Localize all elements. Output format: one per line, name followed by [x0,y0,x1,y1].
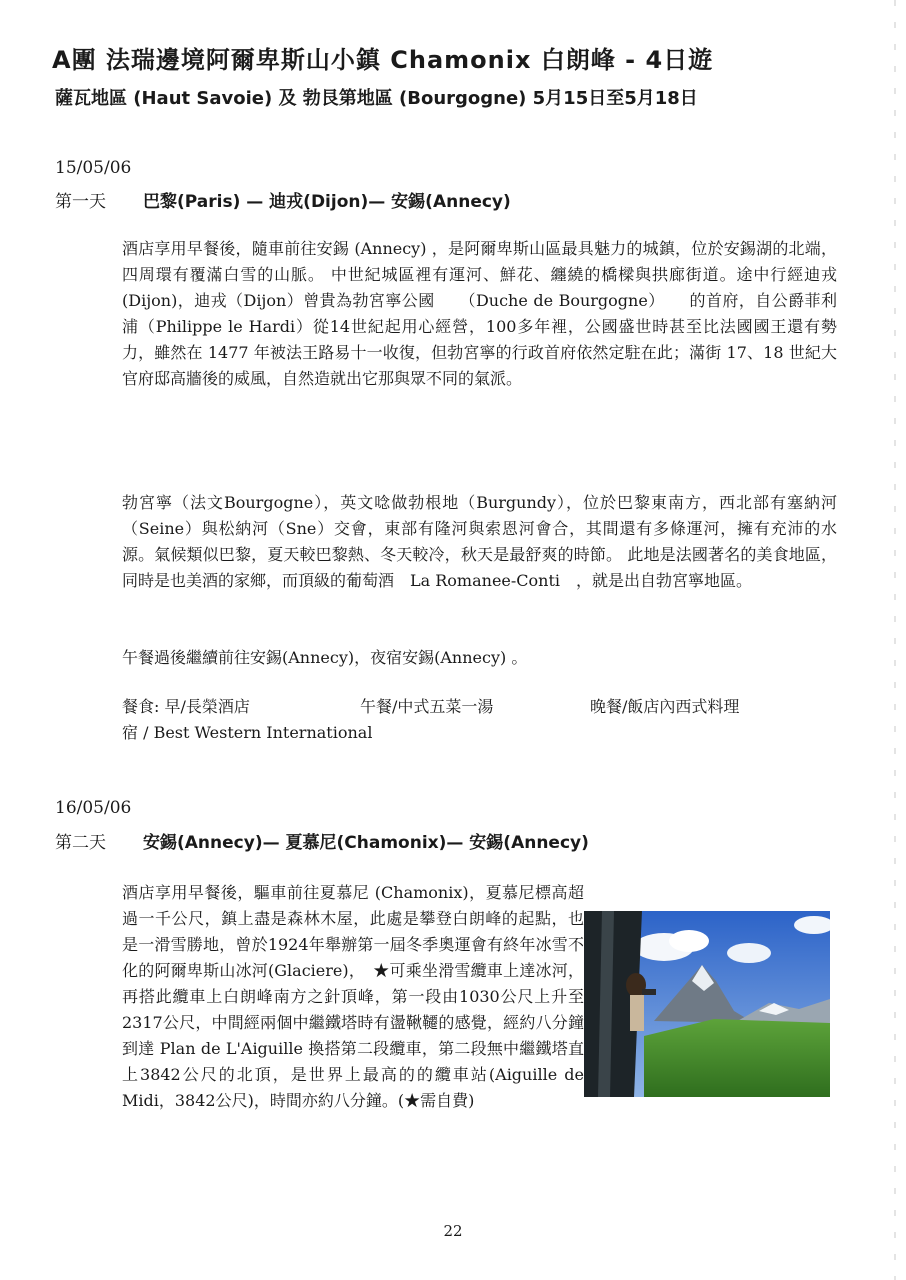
page-number: 22 [443,1222,463,1240]
day1-meals [122,694,842,746]
day1-date: 15/05/06 [55,158,132,178]
day1-heading [55,187,511,212]
page-title: A團 法瑞邊境阿爾卑斯山小鎮 Chamonix 白朗峰 - 4日遊 [52,46,714,74]
day2-paragraph-1: 酒店享用早餐後，驅車前往夏慕尼 (Chamonix)，夏慕尼標高超過一千公尺，鎮上盡是森林木屋，此處是攀登白朗峰的起點，也是一滑雪勝地，曾於1924年舉辦第一屆冬季奧運會有終年冰雪不化的阿爾卑斯山冰河(Glaciere)， ★可乘坐滑雪纜車上達冰河，再搭此纜車上白朗峰南方之針頂峰，第一段由1030公尺上升至2317公尺，中間經兩個中繼鐵塔時有盪鞦韆的感覺，經約八分鐘到達 Plan de L'Aiguille 換搭第二段纜車，第二段無中繼鐵塔直上3842公尺的北頂，是世界上最高的的纜車站(Aiguille de Midi，3842公尺)，時間亦約八分鐘。(★需自費) [122,883,584,1110]
page-subtitle: 薩瓦地區 (Haut Savoie) 及 勃艮第地區 (Bourgogne) 5月15日至5月18日 [55,88,698,109]
day1-paragraph-1: 酒店享用早餐後，隨車前往安錫 (Annecy) ，是阿爾卑斯山區最具魅力的城鎮，位於安錫湖的北端，四周環有覆滿白雪的山脈。 中世紀城區裡有運河、鮮花、纏繞的橋樑與拱廊街道。途中行經迪戎 (Dijon)，迪戎（Dijon）曾貴為勃宮寧公國 （Duche de Bourgogne） 的首府，自公爵菲利浦（Philippe le Hardi）從14世紀起用心經營，100多年裡，公國盛世時甚至比法國國王還有勢力，雖然在 1477 年被法王路易十一收復，但勃宮寧的行政首府依然定駐在此；滿街 17、18 世紀大官府邸高牆後的威風，自然造就出它那與眾不同的氣派。 [122,239,837,388]
meal-lunch: 午餐/中式五菜一湯 [360,697,494,716]
meal-breakfast: 餐食: 早/長榮酒店 [122,697,250,716]
day1-label: 第一天 [55,192,106,212]
day1-route: 巴黎(Paris) — 迪戎(Dijon)— 安錫(Annecy) [143,192,511,212]
page-edge-mark [894,0,896,1280]
matterhorn-photo [584,911,830,1097]
day2-route: 安錫(Annecy)— 夏慕尼(Chamonix)— 安錫(Annecy) [143,833,589,853]
day1-paragraph-3: 午餐過後繼續前往安錫(Annecy)，夜宿安錫(Annecy) 。 [122,648,528,667]
meal-dinner: 晚餐/飯店內西式料理 [590,697,740,716]
day2-label: 第二天 [55,833,106,853]
day1-hotel: 宿 / Best Western International [122,723,373,742]
day2-date: 16/05/06 [55,798,132,818]
day2-heading [55,828,589,853]
day1-paragraph-2: 勃宮寧（法文Bourgogne），英文唸做勃根地（Burgundy），位於巴黎東南方，西北部有塞納河（Seine）與松納河（Sne）交會，東部有隆河與索恩河會合，其間還有多條運河，擁有充沛的水源。氣候類似巴黎，夏天較巴黎熱、冬天較冷，秋天是最舒爽的時節。 此地是法國著名的美食地區，同時是也美酒的家鄉，而頂級的葡萄酒 La Romanee-Conti ，就是出自勃宮寧地區。 [122,493,837,590]
